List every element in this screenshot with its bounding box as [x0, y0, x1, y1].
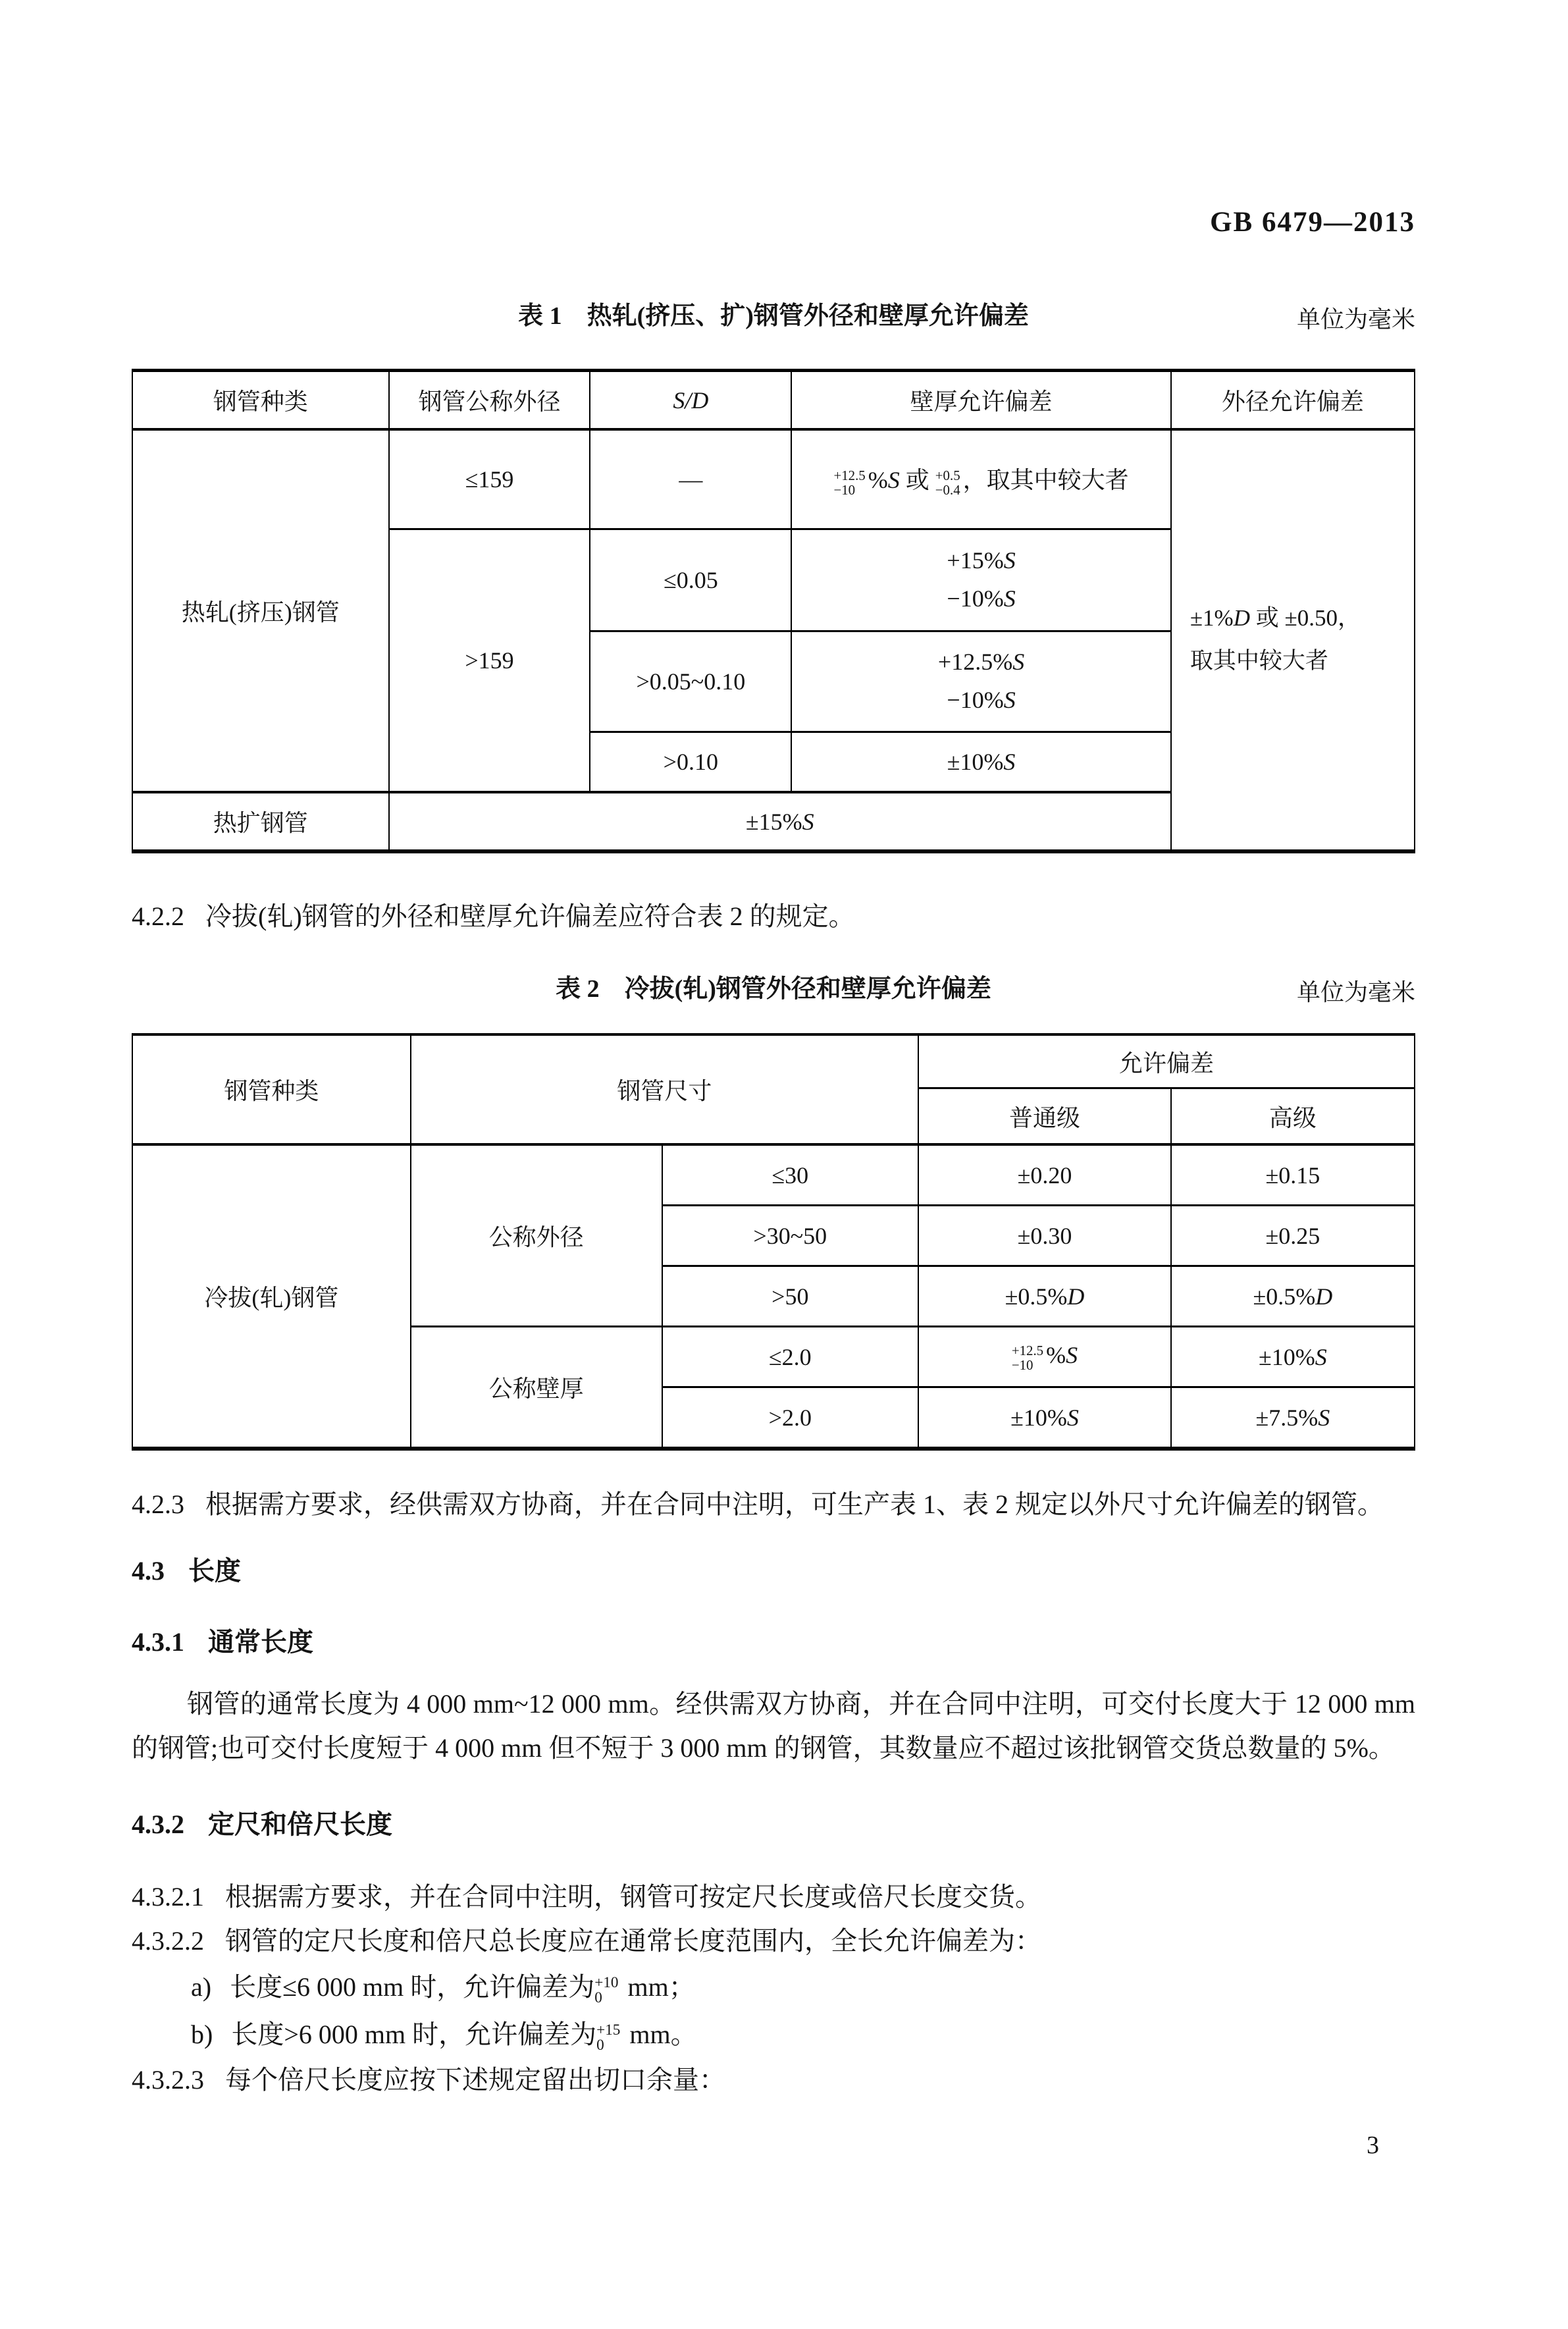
- table1-caption-label: 表 1: [518, 302, 562, 330]
- t2-size-le30: ≤30: [662, 1144, 919, 1206]
- t1-wall-tol-mid: +12.5%S −10%S: [791, 631, 1171, 732]
- clause-text: 钢管的定尺长度和倍尺总长度应在通常长度范围内，全长允许偏差为：: [225, 1926, 1041, 1956]
- list-item-unit: mm；: [621, 1972, 695, 2002]
- t1-od-tolerance-cell: [1171, 429, 1415, 851]
- clause-4-3-2-2: [132, 1919, 1415, 1963]
- t1-od-tolerance-line1: ±1%D 或 ±0.50，: [1189, 605, 1361, 631]
- t1-hot-expanded-label: 热扩钢管: [132, 792, 389, 851]
- clause-number: 4.3.2.1: [132, 1882, 204, 1912]
- t1-hot-rolled-label: 热轧(挤压)钢管: [132, 429, 389, 792]
- table1-caption-row: [132, 300, 1415, 333]
- page-number: 3: [1367, 2131, 1379, 2159]
- heading-number: 4.3.2: [132, 1809, 184, 1839]
- t1-od-le159: ≤159: [389, 429, 590, 529]
- t2-group-nominal-od: 公称外径: [411, 1144, 662, 1327]
- list-item-a: [132, 1964, 1415, 2010]
- heading-title: 长度: [188, 1556, 241, 1586]
- t2-header-tolerance: 允许偏差: [918, 1034, 1415, 1088]
- table2-row-od-le30: [132, 1144, 1415, 1206]
- tolerance-stack: +12.5 −10: [833, 468, 866, 498]
- t1-header-nominal-od: 钢管公称外径: [389, 371, 590, 430]
- t2-ordinary-gt20: ±10%S: [918, 1387, 1171, 1449]
- clause-text: 根据需方要求，并在合同中注明，钢管可按定尺长度或倍尺长度交货。: [225, 1882, 1041, 1912]
- clause-4-3-2-1: [132, 1875, 1415, 1919]
- table2-caption-title: 冷拔(轧)钢管外径和壁厚允许偏差: [624, 975, 991, 1003]
- t1-wall-tol-le005: +15%S −10%S: [791, 529, 1171, 631]
- t1-header-sd: S/D: [590, 371, 791, 430]
- t2-size-30-50: >30~50: [662, 1206, 919, 1266]
- clause-text: 冷拔(轧)钢管的外径和壁厚允许偏差应符合表 2 的规定。: [205, 901, 855, 931]
- t2-size-gt20: >2.0: [662, 1387, 919, 1449]
- table2-caption-row: [132, 973, 1415, 1005]
- table2-unit-note: 单位为毫米: [1296, 979, 1415, 1005]
- t1-wall-tol-gt010: ±10%S: [791, 732, 1171, 793]
- t1-header-od-tolerance: 外径允许偏差: [1171, 371, 1415, 430]
- paragraph-usual-length: 钢管的通常长度为 4 000 mm~12 000 mm。经供需双方协商，并在合同中注明，可交付长度大于 12 000 mm 的钢管;也可交付长度短于 4 000 mm 但不短于 3 000 mm 的钢管，其数量应不超过该批钢管交货总数量的 5%。: [132, 1689, 1415, 1763]
- t1-sd-dash: —: [590, 429, 791, 529]
- t1-header-wall-tolerance: 壁厚允许偏差: [791, 371, 1171, 430]
- t1-wall-tol-expanded: ±15%S: [389, 792, 1171, 851]
- t2-header-ordinary: 普通级: [918, 1088, 1171, 1145]
- table1-header-row: [132, 371, 1415, 430]
- clause-text: 每个倍尺长度应按下述规定留出切口余量：: [225, 2065, 725, 2095]
- t2-ordinary-gt50: ±0.5%D: [918, 1266, 1171, 1327]
- t2-ordinary-le20: +12.5 −10 %S: [918, 1327, 1171, 1387]
- list-item-b: [132, 2012, 1415, 2058]
- t2-advanced-gt20: ±7.5%S: [1171, 1387, 1415, 1449]
- doc-code: GB 6479—2013: [1210, 207, 1415, 238]
- t1-sd-mid: >0.05~0.10: [590, 631, 791, 732]
- list-item-label: a): [191, 1972, 212, 2002]
- t1-header-type: 钢管种类: [132, 371, 389, 430]
- t2-header-type: 钢管种类: [132, 1034, 411, 1144]
- clause-4-3-2-3: [132, 2058, 1415, 2102]
- t2-advanced-le20: ±10%S: [1171, 1327, 1415, 1387]
- heading-title: 定尺和倍尺长度: [208, 1809, 392, 1839]
- list-item-text: 长度≤6 000 mm 时，允许偏差为: [230, 1972, 595, 2002]
- list-item-unit: mm。: [623, 2020, 697, 2049]
- list-item-label: b): [191, 2020, 213, 2049]
- t2-ordinary-le30: ±0.20: [918, 1144, 1171, 1206]
- clause-4-2-2: [132, 894, 1415, 938]
- t2-advanced-30-50: ±0.25: [1171, 1206, 1415, 1266]
- clause-number: 4.2.2: [132, 901, 184, 931]
- t2-advanced-le30: ±0.15: [1171, 1144, 1415, 1206]
- t2-size-le20: ≤2.0: [662, 1327, 919, 1387]
- t2-cold-drawn-label: 冷拔(轧)钢管: [132, 1144, 411, 1449]
- t1-wall-tol-le159: +12.5 −10 %S 或 +0.5 −0.4 ，取其中较大者: [791, 429, 1171, 529]
- clause-text: 根据需方要求，经供需双方协商，并在合同中注明，可生产表 1、表 2 规定以外尺寸允许偏差的钢管。: [205, 1489, 1384, 1519]
- tolerance-stack: +10 0: [594, 1973, 619, 2007]
- table2-caption-label: 表 2: [556, 975, 600, 1003]
- t1-od-gt159: >159: [389, 529, 590, 793]
- t1-od-tolerance-line2: 取其中较大者: [1189, 648, 1328, 674]
- heading-number: 4.3.1: [132, 1627, 184, 1657]
- heading-4-3: [132, 1553, 1415, 1590]
- table1-row-le159: [132, 429, 1415, 529]
- heading-number: 4.3: [132, 1556, 165, 1586]
- table1-unit-note: 单位为毫米: [1296, 306, 1415, 333]
- tolerance-stack: +12.5 −10: [1011, 1343, 1044, 1373]
- t1-sd-le005: ≤0.05: [590, 529, 791, 631]
- table2-header-row-1: [132, 1034, 1415, 1088]
- heading-4-3-1: [132, 1624, 1415, 1661]
- table1: [132, 369, 1415, 853]
- table2: [132, 1033, 1415, 1451]
- t1-sd-gt010: >0.10: [590, 732, 791, 793]
- t2-header-advanced: 高级: [1171, 1088, 1415, 1145]
- heading-title: 通常长度: [208, 1627, 313, 1657]
- t2-size-gt50: >50: [662, 1266, 919, 1327]
- t2-group-nominal-wall: 公称壁厚: [411, 1327, 662, 1449]
- clause-number: 4.2.3: [132, 1489, 184, 1519]
- clause-number: 4.3.2.2: [132, 1926, 204, 1956]
- tolerance-stack: +0.5 −0.4: [935, 468, 960, 498]
- t2-header-size: 钢管尺寸: [411, 1034, 918, 1144]
- t2-ordinary-30-50: ±0.30: [918, 1206, 1171, 1266]
- clause-4-2-3: [132, 1482, 1415, 1526]
- table1-caption-title: 热轧(挤压、扩)钢管外径和壁厚允许偏差: [587, 302, 1029, 330]
- heading-4-3-2: [132, 1806, 1415, 1843]
- list-item-text: 长度>6 000 mm 时，允许偏差为: [231, 2020, 597, 2049]
- t2-advanced-gt50: ±0.5%D: [1171, 1266, 1415, 1327]
- clause-number: 4.3.2.3: [132, 2065, 204, 2095]
- tolerance-stack: +15 0: [596, 2021, 621, 2054]
